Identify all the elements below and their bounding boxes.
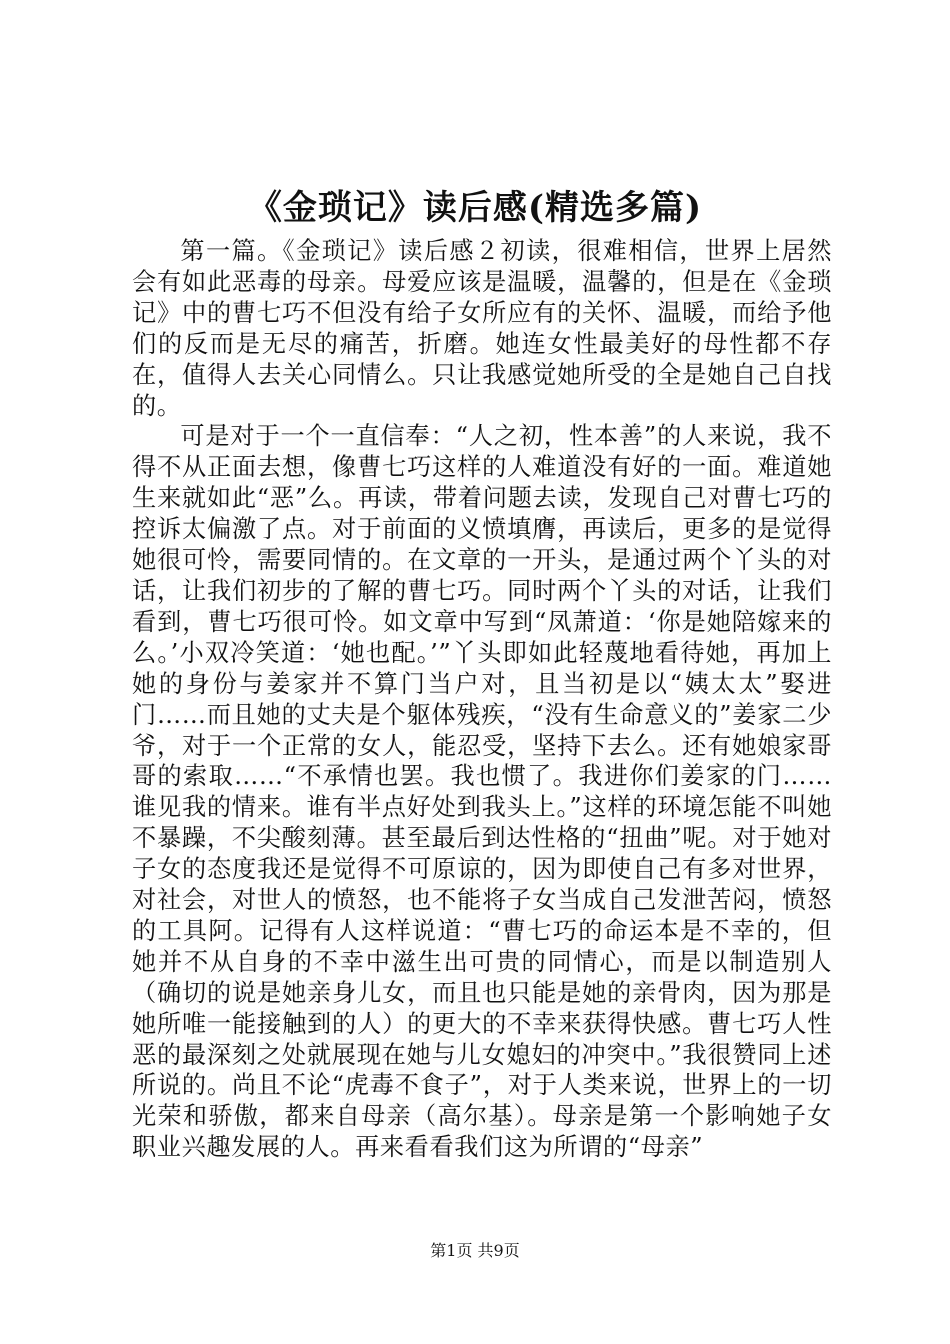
paragraph-2: 可是对于一个一直信奉：“人之初，性本善”的人来说，我不得不从正面去想，像曹七巧这样的人难道没有好的一面。难道她生来就如此“恶”么。再读，带着问题去读，发现自己对曹七巧的控诉太偏激了点。对于前面的义愤填膺，再读后，更多的是觉得她很可怜，需要同情的。在文章的一开头，是通过两个丫头的对话，让我们初步的了解的曹七巧。同时两个丫头的对话，让我们看到，曹七巧很可怜。如文章中写到“凤萧道：‘你是她陪嫁来的么。’小双冷笑道：‘她也配。’”丫头即如此轻蔑地看待她，再加上她的身份与姜家并不算门当户对，且当初是以“姨太太”娶进门……而且她的丈夫是个躯体残疾，“没有生命意义的”姜家二少爷，对于一个正常的女人，能忍受，坚持下去么。还有她娘家哥哥的索取……“不承情也罢。我也惯了。我进你们姜家的门……谁见我的情来。谁有半点好处到我头上。”这样的环境怎能不叫她不暴躁，不尖酸刻薄。甚至最后到达性格的“扭曲”呢。对于她对子女的态度我还是觉得不可原谅的，因为即使自己有多对世界，对社会，对世人的愤怒，也不能将子女当成自己发泄苦闷，愤怒的工具阿。记得有人这样说道：“曹七巧的命运本是不幸的，但她并不从自身的不幸中滋生出可贵的同情心，而是以制造别人（确切的说是她亲身儿女，而且也只能是她的亲骨肉，因为那是她所唯一能接触到的人）的更大的不幸来获得快感。曹七巧人性恶的最深刻之处就展现在她与儿女媳妇的冲突中。”我很赞同上述所说的。尚且不论“虎毒不食子”，对于人类来说，世界上的一切光荣和骄傲，都来自母亲（高尔基）。母亲是第一个影响她子女职业兴趣发展的人。再来看看我们这为所谓的“母亲” [132, 422, 832, 1162]
paragraph-1: 第一篇。《金琐记》读后感２初读，很难相信，世界上居然会有如此恶毒的母亲。母爱应该是温暖，温馨的，但是在《金琐记》中的曹七巧不但没有给子女所应有的关怀、温暖，而给予他们的反而是无尽的痛苦，折磨。她连女性最美好的母性都不存在，值得人去关心同情么。只让我感觉她所受的全是她自己自找的。 [132, 237, 832, 420]
page-footer: 第1页 共9页 [430, 1241, 520, 1260]
document-title: 《金琐记》读后感(精选多篇) [247, 188, 703, 228]
document-body [132, 236, 832, 1163]
